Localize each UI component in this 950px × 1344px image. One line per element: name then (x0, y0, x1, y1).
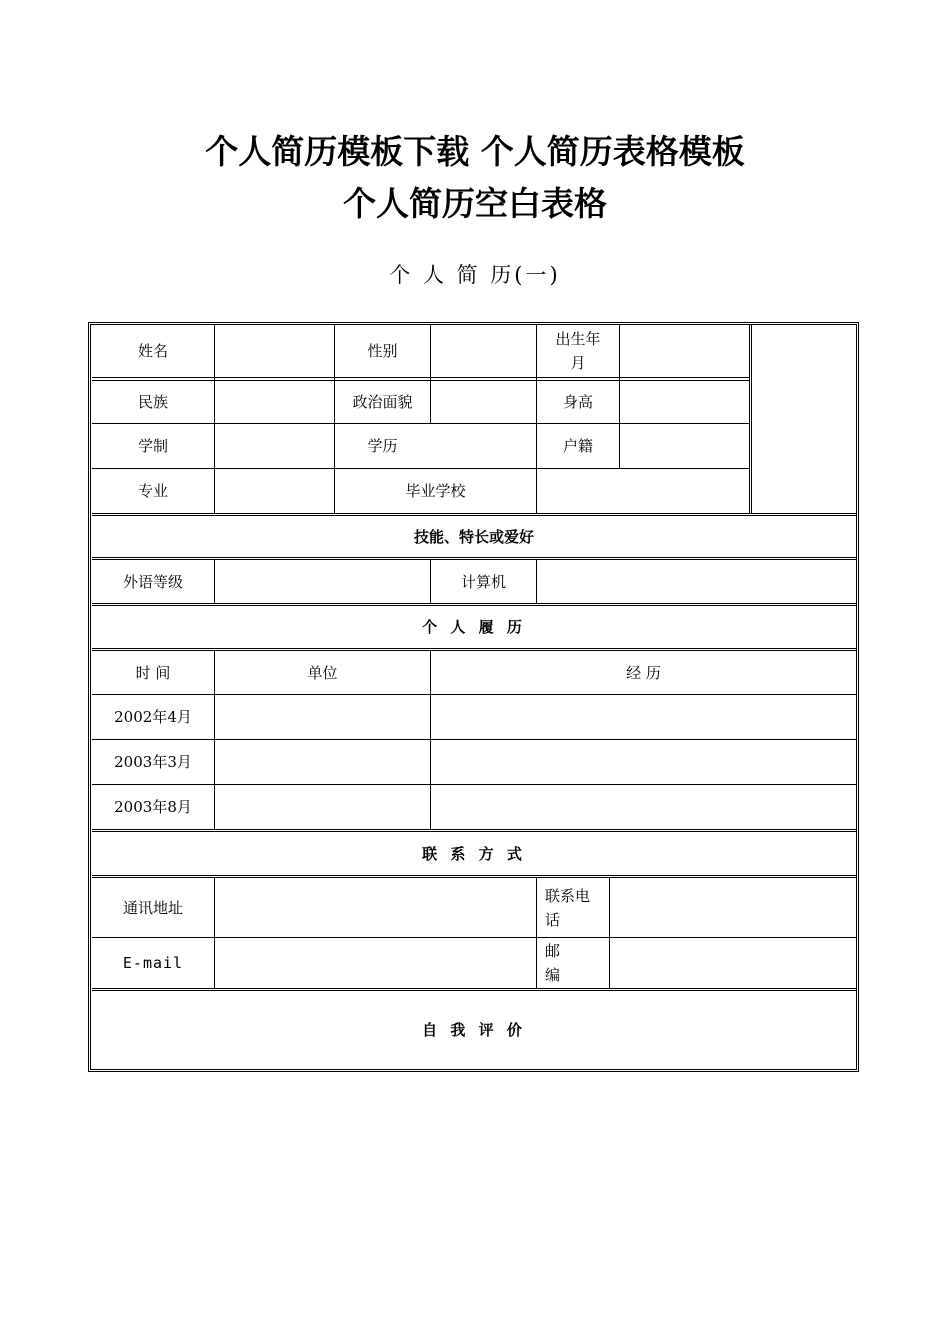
field-school[interactable] (537, 469, 749, 513)
label-schooling: 学制 (137, 437, 168, 455)
field-schooling[interactable] (215, 424, 334, 468)
field-name[interactable] (215, 325, 334, 377)
label-postcode: 邮 编 (545, 942, 561, 984)
label-school: 毕业学校 (405, 482, 466, 500)
col-time: 时 间 (135, 663, 171, 682)
label-language: 外语等级 (122, 572, 183, 591)
label-email: E-mail (122, 954, 184, 972)
field-major[interactable] (215, 469, 334, 513)
label-major: 专业 (137, 482, 168, 500)
title-line-1: 个人简历模板下载 个人简历表格模板 (205, 132, 745, 171)
label-name: 姓名 (137, 342, 168, 360)
history-row-date: 2003年8月 (114, 798, 192, 816)
field-language[interactable] (215, 560, 430, 603)
field-height[interactable] (620, 381, 749, 423)
field-education[interactable] (431, 424, 536, 468)
label-address: 通讯地址 (122, 898, 183, 917)
title-line-2: 个人简历空白表格 (343, 184, 607, 223)
field-hukou[interactable] (620, 424, 749, 468)
history-row-date: 2003年3月 (114, 753, 192, 771)
field-gender[interactable] (431, 325, 536, 377)
field-ethnicity[interactable] (215, 381, 334, 423)
label-political: 政治面貌 (352, 393, 413, 411)
history-row-exp[interactable] (431, 785, 856, 829)
field-computer[interactable] (537, 560, 856, 603)
history-row-unit[interactable] (215, 785, 430, 829)
label-gender: 性别 (367, 342, 398, 360)
field-postcode[interactable] (610, 938, 856, 988)
label-height: 身高 (562, 393, 593, 411)
history-row-date: 2002年4月 (114, 708, 192, 726)
history-row-exp[interactable] (431, 740, 856, 784)
label-education: 学历 (367, 437, 398, 455)
field-email[interactable] (215, 938, 536, 988)
label-phone: 联系电 话 (545, 886, 591, 929)
label-ethnicity: 民族 (137, 393, 168, 411)
col-unit: 单位 (307, 663, 338, 682)
contact-heading: 联 系 方 式 (422, 844, 526, 863)
photo-box[interactable] (752, 325, 856, 513)
history-row-unit[interactable] (215, 695, 430, 739)
col-experience: 经 历 (626, 663, 661, 682)
label-birth: 出生年 月 (555, 330, 601, 372)
history-row-exp[interactable] (431, 695, 856, 739)
form-subtitle: 个 人 简 历(一) (389, 263, 561, 287)
history-row-unit[interactable] (215, 740, 430, 784)
field-address[interactable] (215, 878, 536, 937)
label-hukou: 户籍 (562, 437, 593, 455)
field-phone[interactable] (610, 878, 856, 937)
skills-heading: 技能、特长或爱好 (413, 527, 534, 546)
field-birth[interactable] (620, 325, 749, 377)
label-computer: 计算机 (460, 572, 506, 591)
history-heading: 个 人 履 历 (422, 618, 526, 636)
field-political[interactable] (431, 381, 536, 423)
self-evaluation-heading: 自 我 评 价 (422, 1021, 526, 1039)
